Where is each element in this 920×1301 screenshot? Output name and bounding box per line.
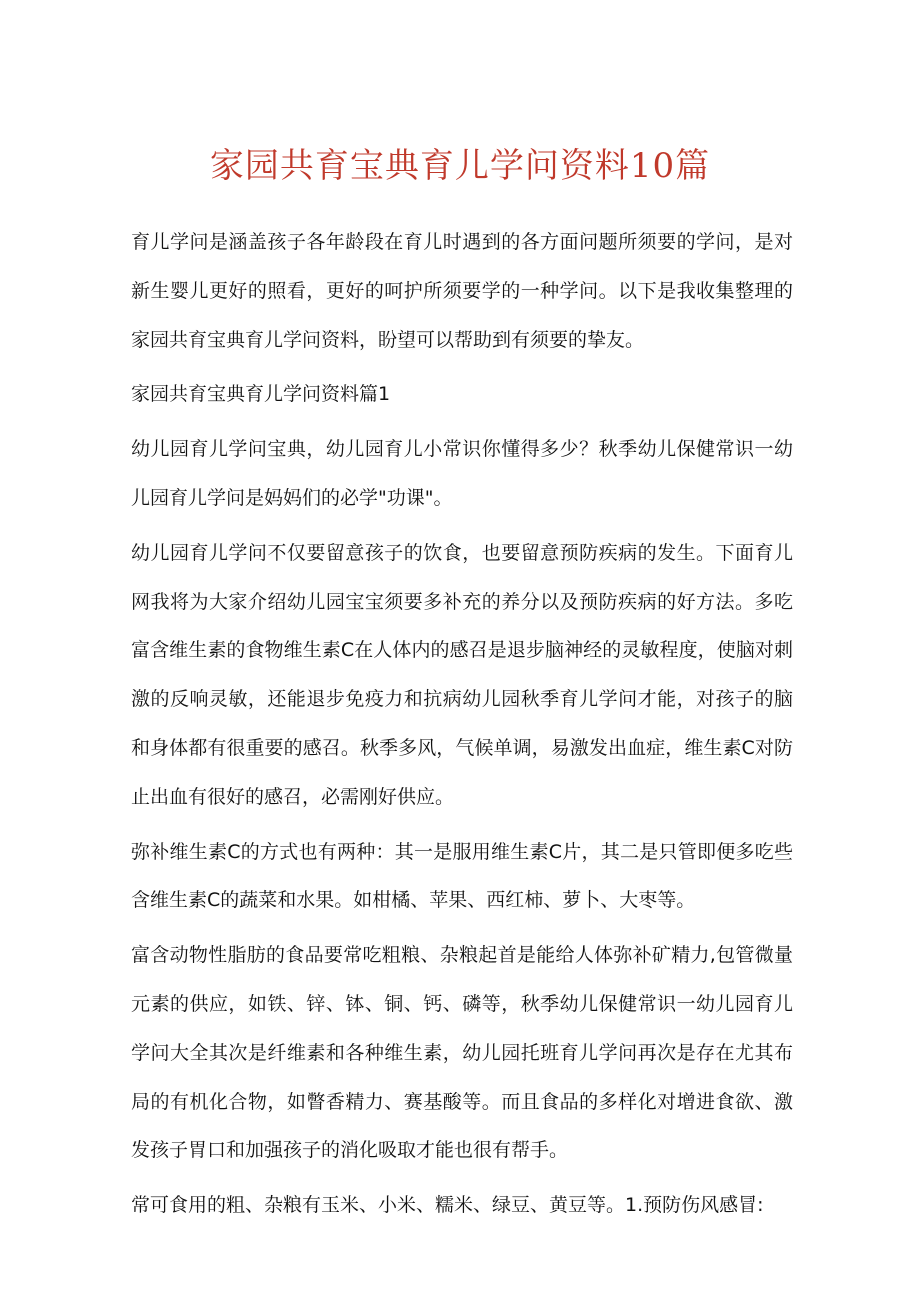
section-heading: 家园共育宝典育儿学问资料篇1: [131, 383, 391, 406]
document-body: [131, 218, 793, 1236]
body-paragraph: 弥补维生素C的方式也有两种：其一是服用维生素C片，其二是只管即便多吃些含维生素C的蔬菜和水果。如柑橘、苹果、西红柿、萝卜、大枣等。: [131, 840, 793, 912]
body-paragraph: 幼儿园育儿学问不仅要留意孩子的饮食，也要留意预防疾病的发生。下面育儿网我将为大家介绍幼儿园宝宝须要多补充的养分以及预防疾病的好方法。多吃富含维生素的食物维生素C在人体内的感召是退步脑神经的灵敏程度，使脑对刺激的反响灵敏，还能退步免疫力和抗病幼儿园秋季育儿学问才能，对孩子的脑和身体都有很重要的感召。秋季多风，气候单调，易激发出血症，维生素C对防止出血有很好的感召，必需刚好供应。: [131, 541, 793, 808]
body-paragraph: 幼儿园育儿学问宝典，幼儿园育儿小常识你懂得多少？秋季幼儿保健常识一幼儿园育儿学问是妈妈们的必学"功课"。: [131, 438, 793, 509]
intro-paragraph: 育儿学问是涵盖孩子各年龄段在育儿时遇到的各方面问题所须要的学问，是对新生婴儿更好的照看，更好的呵护所须要学的一种学问。以下是我收集整理的家园共育宝典育儿学问资料，盼望可以帮助到有须要的挚友。: [131, 231, 793, 351]
body-paragraph: 富含动物性脂肪的食品要常吃粗粮、杂粮起首是能给人体弥补矿精力,包管微量元素的供应，如铁、锌、钵、铜、钙、磷等，秋季幼儿保健常识一幼儿园育儿学问大全其次是纤维素和各种维生素，幼儿园托班育儿学问再次是存在尤其布局的有机化合物，如瞥香精力、赛基酸等。而且食品的多样化对增进食欲、激发孩子胃口和加强孩子的消化吸取才能也很有帮手。: [131, 944, 793, 1162]
page-title: 家园共育宝典育儿学问资料10篇: [209, 146, 711, 186]
body-paragraph: 常可食用的粗、杂粮有玉米、小米、糯米、绿豆、黄豆等。1.预防伤风感冒:: [131, 1194, 764, 1217]
